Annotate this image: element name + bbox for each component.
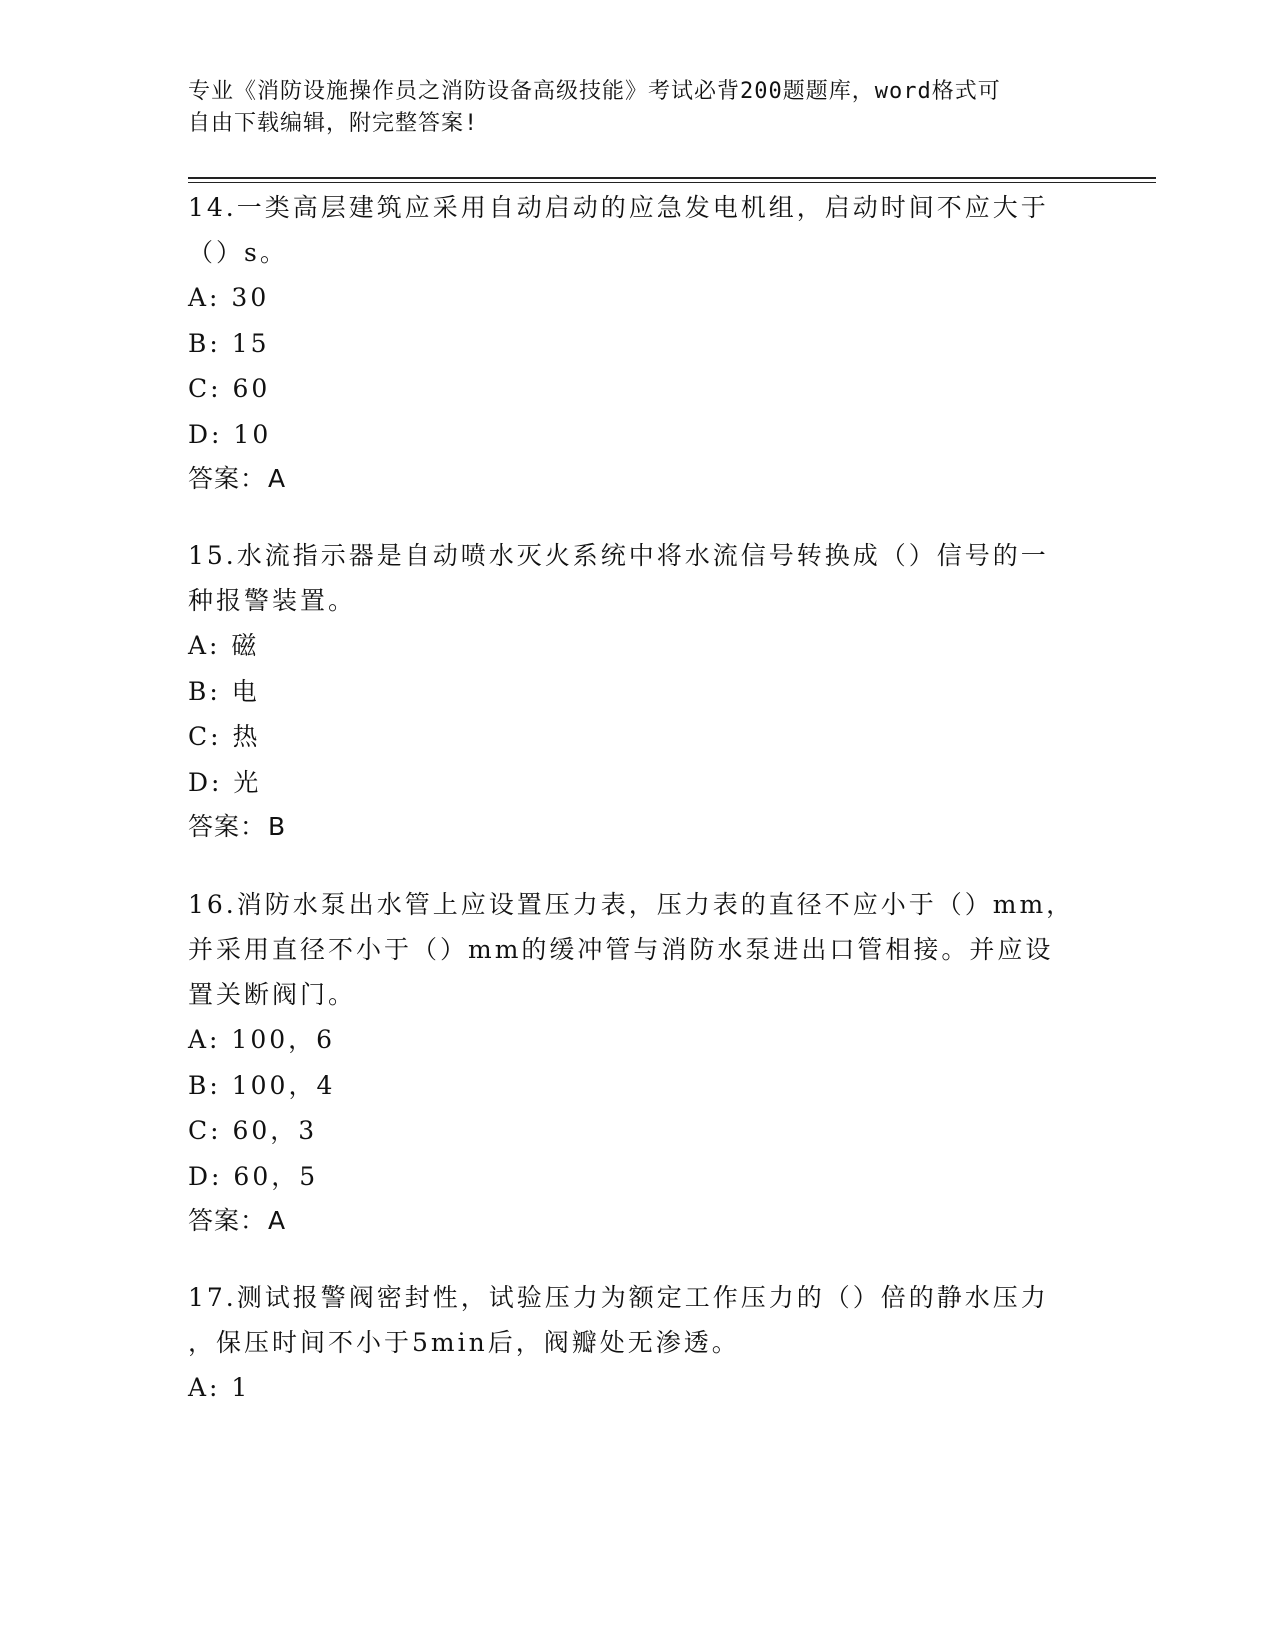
question-stem [188, 1275, 1088, 1365]
option-c: C: 60 [188, 374, 271, 403]
option-d: D: 光 [188, 767, 262, 797]
question-stem [188, 185, 1088, 275]
header-title-line-1: 专业《消防设施操作员之消防设备高级技能》考试必背200题题库，word格式可 [188, 79, 1001, 104]
question-stem-line: 14.一类高层建筑应采用自动启动的应急发电机组，启动时间不应大于 [188, 193, 1049, 222]
question-stem [188, 533, 1088, 623]
question-stem-line: 16.消防水泵出水管上应设置压力表，压力表的直径不应小于（）mm， [188, 890, 1075, 919]
document-header [188, 76, 1068, 140]
question-16 [188, 882, 1088, 1243]
answer-value: A [268, 464, 287, 493]
answer-label: 答案： [188, 464, 267, 493]
header-title-line-2: 自由下载编辑，附完整答案! [188, 111, 479, 136]
option-a: A: 磁 [188, 631, 260, 660]
question-stem-line: 种报警装置。 [188, 586, 357, 615]
answer-label: 答案： [188, 812, 267, 841]
question-15 [188, 533, 1088, 849]
header-divider-thin [188, 182, 1156, 183]
question-14 [188, 185, 1088, 501]
question-stem [188, 882, 1088, 1017]
option-a: A: 100，6 [188, 1025, 336, 1054]
option-a: A: 1 [188, 1373, 251, 1402]
option-c: C: 60，3 [188, 1116, 318, 1145]
answer-line [188, 457, 1088, 501]
question-stem-line: 15.水流指示器是自动喷水灭火系统中将水流信号转换成（）信号的一 [188, 541, 1049, 570]
option-b: B: 电 [188, 676, 260, 706]
option-d: D: 10 [188, 419, 272, 449]
option-d: D: 60，5 [188, 1161, 319, 1191]
option-b: B: 100，4 [188, 1070, 336, 1100]
question-stem-line: 并采用直径不小于（）mm的缓冲管与消防水泵进出口管相接。并应设 [188, 935, 1054, 964]
answer-line [188, 1199, 1088, 1243]
question-stem-line: 17.测试报警阀密封性，试验压力为额定工作压力的（）倍的静水压力 [188, 1283, 1049, 1312]
question-stem-line: （）s。 [188, 238, 288, 267]
answer-value: A [268, 1206, 287, 1235]
question-stem-line: ，保压时间不小于5min后，阀瓣处无渗透。 [188, 1328, 740, 1357]
header-divider-thick [188, 177, 1156, 179]
question-17 [188, 1275, 1088, 1411]
option-a: A: 30 [188, 283, 270, 312]
answer-line [188, 805, 1088, 849]
answer-value: B [268, 812, 287, 841]
option-b: B: 15 [188, 328, 270, 358]
question-stem-line: 置关断阀门。 [188, 980, 357, 1009]
option-c: C: 热 [188, 722, 261, 751]
answer-label: 答案： [188, 1206, 267, 1235]
